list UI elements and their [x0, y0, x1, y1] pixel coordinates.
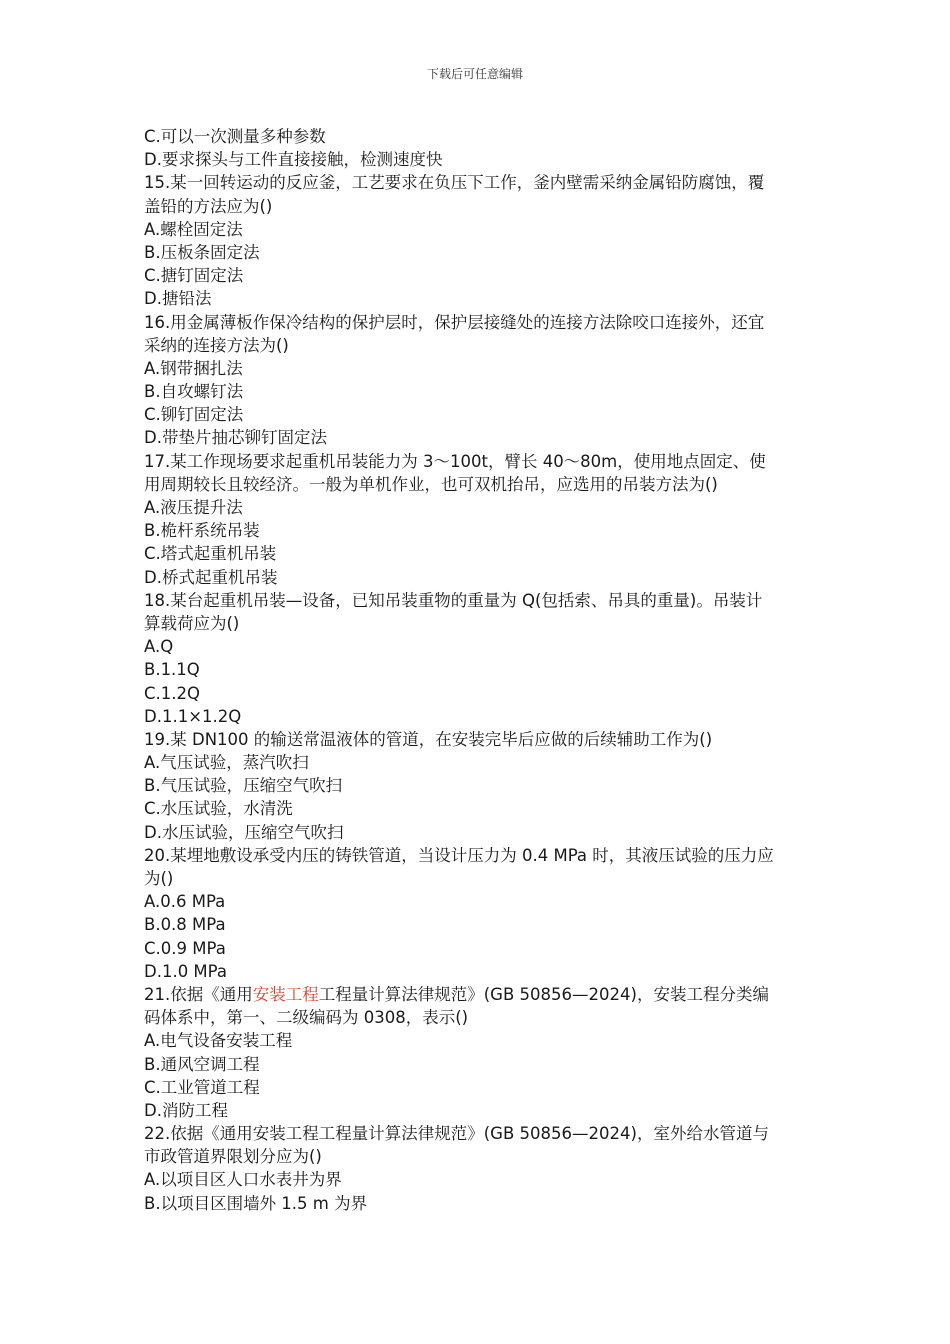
text-line: 18.某台起重机吊装—设备，已知吊装重物的重量为 Q(包括索、吊具的重量)。吊装计 [144, 590, 763, 610]
text-line: A.钢带捆扎法 [144, 358, 243, 378]
text-line: D.带垫片抽芯铆钉固定法 [144, 428, 327, 448]
text-line: D.搪铅法 [144, 289, 212, 309]
text-line: C.工业管道工程 [144, 1077, 260, 1097]
text-line: A.Q [144, 637, 174, 657]
text-line: A.液压提升法 [144, 498, 243, 517]
text-line: 19.某 DN100 的输送常温液体的管道，在安装完毕后应做的后续辅助工作为() [144, 729, 713, 749]
text-line: B.通风空调工程 [144, 1054, 260, 1074]
text-line: 码体系中，第一、二级编码为 0308，表示() [144, 1008, 469, 1028]
text-line: D.水压试验，压缩空气吹扫 [144, 822, 344, 842]
q21-suffix: 工程量计算法律规范》(GB 50856—2024)，安装工程分类编 [318, 984, 769, 1004]
question-21-line [144, 983, 812, 1006]
text-line: 为() [144, 869, 174, 888]
text-line: 用周期较长且较经济。一般为单机作业，也可双机抬吊，应选用的吊装方法为() [144, 474, 718, 494]
text-line: D.消防工程 [144, 1100, 228, 1120]
text-line: 22.依据《通用安装工程工程量计算法律规范》(GB 50856—2024)，室外给水管道与 [144, 1124, 769, 1144]
text-line: C.搪钉固定法 [144, 266, 244, 286]
q21-highlight-link[interactable]: 安装工程 [252, 984, 319, 1004]
text-line: 20.某埋地敷设承受内压的铸铁管道，当设计压力为 0.4 MPa 时，其液压试验的压力应 [144, 845, 774, 865]
text-line: 采纳的连接方法为() [144, 335, 289, 355]
text-line: 16.用金属薄板作保冷结构的保护层时，保护层接缝处的连接方法除咬口连接外，还宜 [144, 312, 765, 332]
text-line: B.桅杆系统吊装 [144, 521, 260, 541]
page-header: 下载后可任意编辑 [426, 67, 523, 81]
document-body [144, 125, 812, 1215]
text-line: A.以项目区人口水表井为界 [144, 1170, 342, 1190]
question-block [144, 125, 812, 983]
text-line: A.螺栓固定法 [144, 219, 243, 239]
text-line: B.0.8 MPa [144, 915, 226, 935]
text-line: A.0.6 MPa [144, 892, 226, 912]
text-line: D.要求探头与工件直接接触，检测速度快 [144, 150, 443, 170]
text-line: C.塔式起重机吊装 [144, 544, 277, 564]
text-line: B.以项目区围墙外 1.5 m 为界 [144, 1193, 368, 1213]
text-line: C.水压试验，水清洗 [144, 799, 293, 819]
text-line: 盖铅的方法应为() [144, 196, 273, 216]
question-block [144, 1006, 812, 1215]
text-line: C.1.2Q [144, 683, 200, 703]
text-line: D.桥式起重机吊装 [144, 567, 278, 587]
text-line: A.气压试验，蒸汽吹扫 [144, 753, 309, 773]
text-line: B.1.1Q [144, 660, 200, 680]
text-line: B.气压试验，压缩空气吹扫 [144, 776, 343, 796]
text-line: 15.某一回转运动的反应釜，工艺要求在负压下工作，釜内壁需采纳金属铅防腐蚀，覆 [144, 173, 765, 193]
text-line: C.铆钉固定法 [144, 405, 244, 425]
text-line: B.自攻螺钉法 [144, 382, 244, 402]
text-line: C.可以一次测量多种参数 [144, 127, 326, 146]
text-line: D.1.0 MPa [144, 961, 227, 981]
text-line: D.1.1×1.2Q [144, 706, 242, 726]
text-line: 市政管道界限划分应为() [144, 1147, 322, 1167]
text-line: C.0.9 MPa [144, 938, 226, 958]
q21-prefix: 21.依据《通用 [144, 984, 253, 1004]
text-line: B.压板条固定法 [144, 242, 260, 262]
text-line: 17.某工作现场要求起重机吊装能力为 3～100t，臂长 40～80m，使用地点固定、使 [144, 451, 766, 471]
text-line: 算载荷应为() [144, 613, 240, 633]
text-line: A.电气设备安装工程 [144, 1031, 293, 1051]
